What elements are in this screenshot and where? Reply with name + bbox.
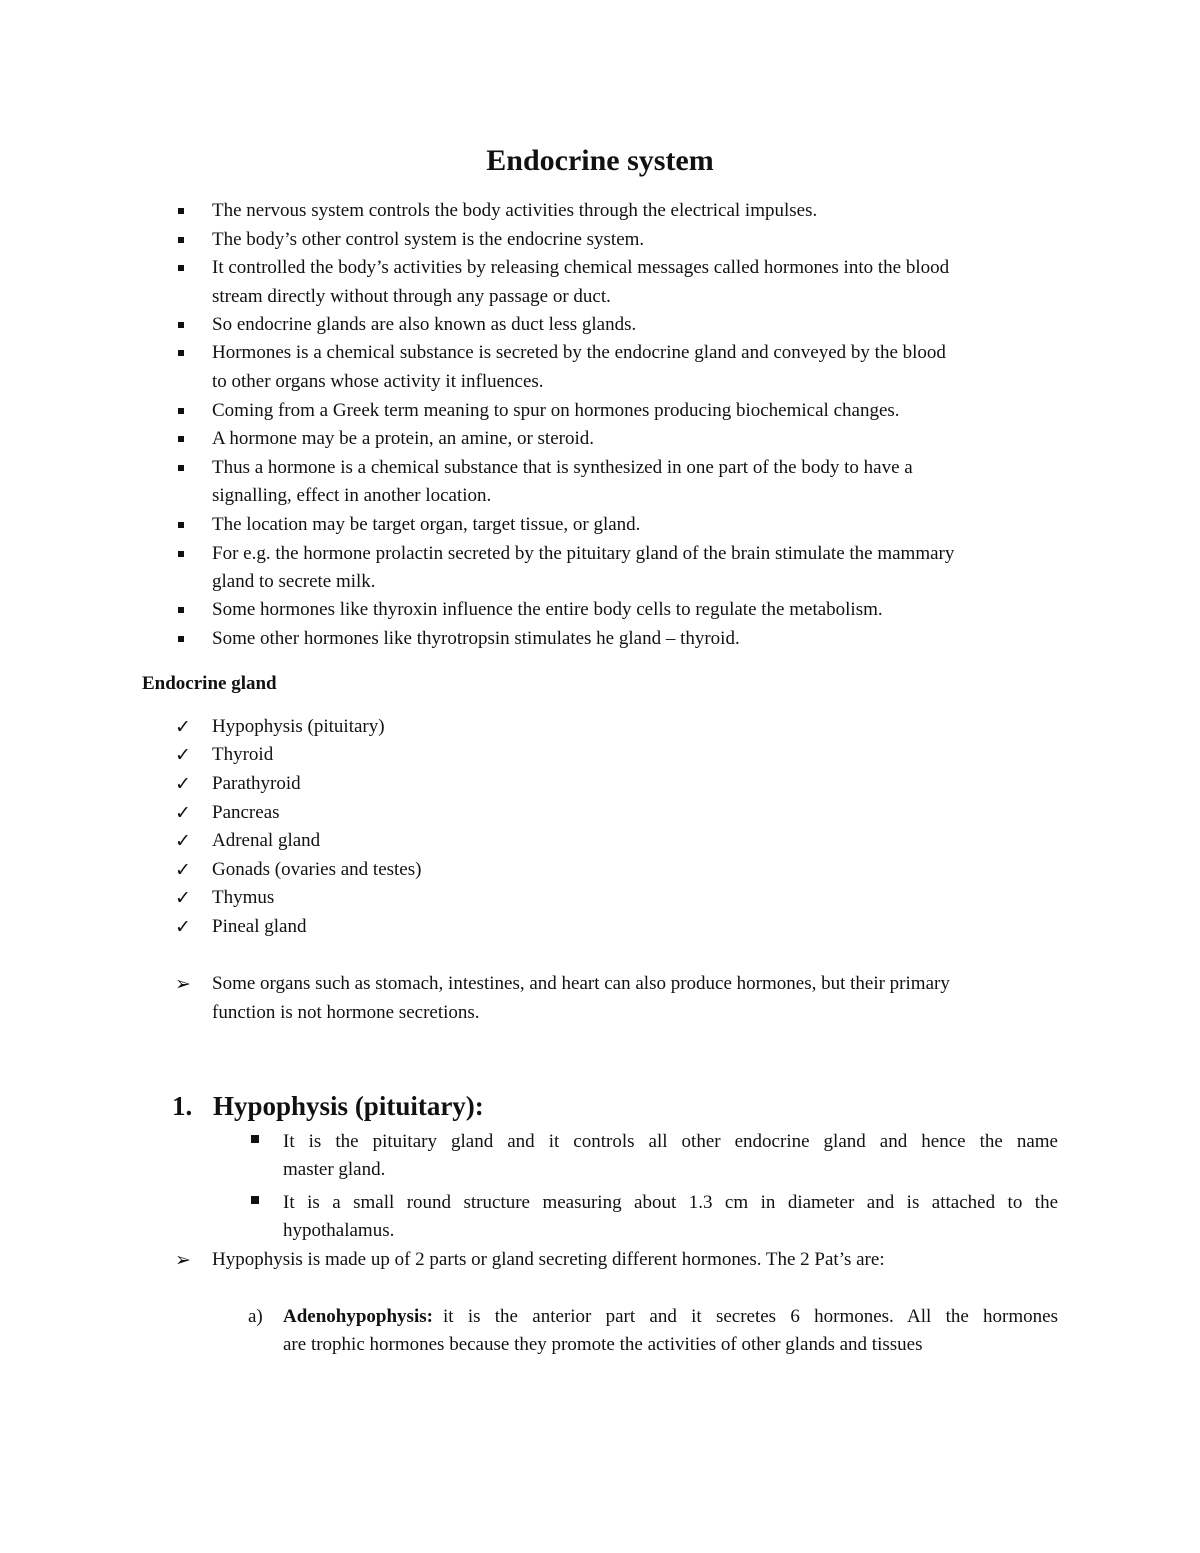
square-bullet-icon — [178, 607, 184, 613]
list-item: Thymus — [212, 887, 275, 908]
square-bullet-icon — [178, 350, 184, 356]
note-line: Some organs such as stomach, intestines, and heart can also produce hormones, but their primary — [212, 973, 950, 994]
square-bullet-icon — [178, 636, 184, 642]
sub-item-marker: a) — [248, 1306, 263, 1327]
list-item: Thyroid — [212, 744, 274, 765]
list-item: It controlled the body’s activities by releasing chemical messages called hormones into the blood — [212, 257, 950, 278]
square-bullet-icon — [178, 465, 184, 471]
list-item: Pancreas — [212, 802, 280, 823]
list-item: Coming from a Greek term meaning to spur on hormones producing biochemical changes. — [212, 400, 900, 421]
list-item: The body’s other control system is the endocrine system. — [212, 229, 645, 250]
section-number: 1. — [172, 1091, 193, 1121]
list-item-continuation: stream directly without through any passage or duct. — [212, 286, 611, 307]
square-bullet-icon — [251, 1135, 259, 1143]
list-item: The nervous system controls the body activities through the electrical impulses. — [212, 200, 818, 221]
checkmark-icon: ✓ — [175, 773, 191, 795]
square-bullet-icon — [178, 522, 184, 528]
list-item: So endocrine glands are also known as duct less glands. — [212, 314, 637, 335]
square-bullet-icon — [178, 551, 184, 557]
list-item-continuation: to other organs whose activity it influences. — [212, 371, 544, 392]
square-bullet-icon — [178, 237, 184, 243]
list-item-continuation: master gland. — [283, 1159, 386, 1180]
list-item: Thus a hormone is a chemical substance that is synthesized in one part of the body to have a — [212, 457, 913, 478]
sub-item-text-continuation: are trophic hormones because they promote the activities of other glands and tissues — [283, 1334, 923, 1355]
list-item-continuation: hypothalamus. — [283, 1220, 395, 1241]
list-item: The location may be target organ, target tissue, or gland. — [212, 514, 641, 535]
list-item: Adrenal gland — [212, 830, 321, 851]
list-item: Some other hormones like thyrotropsin stimulates he gland – thyroid. — [212, 628, 740, 649]
list-item: A hormone may be a protein, an amine, or steroid. — [212, 428, 595, 449]
square-bullet-icon — [178, 208, 184, 214]
note-line-continuation: function is not hormone secretions. — [212, 1002, 480, 1023]
list-item: Hypophysis (pituitary) — [212, 716, 385, 737]
checkmark-icon: ✓ — [175, 859, 191, 881]
list-item: Some hormones like thyroxin influence the entire body cells to regulate the metabolism. — [212, 599, 883, 620]
checkmark-icon: ✓ — [175, 716, 191, 738]
checkmark-icon: ✓ — [175, 830, 191, 852]
arrow-bullet-icon: ➢ — [175, 1249, 191, 1271]
section-label: Endocrine gland — [142, 673, 277, 694]
list-item: For e.g. the hormone prolactin secreted by the pituitary gland of the brain stimulate the mammary — [212, 543, 955, 564]
note-line: Hypophysis is made up of 2 parts or gland secreting different hormones. The 2 Pat’s are: — [212, 1249, 885, 1270]
section-heading: Hypophysis (pituitary): — [213, 1091, 484, 1121]
list-item: It is a small round structure measuring about 1.3 cm in diameter and is attached to the — [283, 1192, 1058, 1213]
page-title: Endocrine system — [486, 144, 714, 177]
square-bullet-icon — [178, 265, 184, 271]
list-item: It is the pituitary gland and it controls all other endocrine gland and hence the name — [283, 1131, 1058, 1152]
checkmark-icon: ✓ — [175, 744, 191, 766]
list-item: Gonads (ovaries and testes) — [212, 859, 422, 880]
list-item: Parathyroid — [212, 773, 301, 794]
sub-item-term: Adenohypophysis: — [283, 1306, 433, 1327]
list-item: Hormones is a chemical substance is secreted by the endocrine gland and conveyed by the blood — [212, 342, 946, 363]
checkmark-icon: ✓ — [175, 916, 191, 938]
list-item-continuation: signalling, effect in another location. — [212, 485, 492, 506]
list-item: Pineal gland — [212, 916, 307, 937]
square-bullet-icon — [178, 436, 184, 442]
checkmark-icon: ✓ — [175, 887, 191, 909]
checkmark-icon: ✓ — [175, 802, 191, 824]
square-bullet-icon — [178, 322, 184, 328]
list-item-continuation: gland to secrete milk. — [212, 571, 376, 592]
sub-item-text: it is the anterior part and it secretes 6 hormones. All the hormones — [443, 1306, 1058, 1327]
square-bullet-icon — [251, 1196, 259, 1204]
square-bullet-icon — [178, 408, 184, 414]
arrow-bullet-icon: ➢ — [175, 973, 191, 995]
